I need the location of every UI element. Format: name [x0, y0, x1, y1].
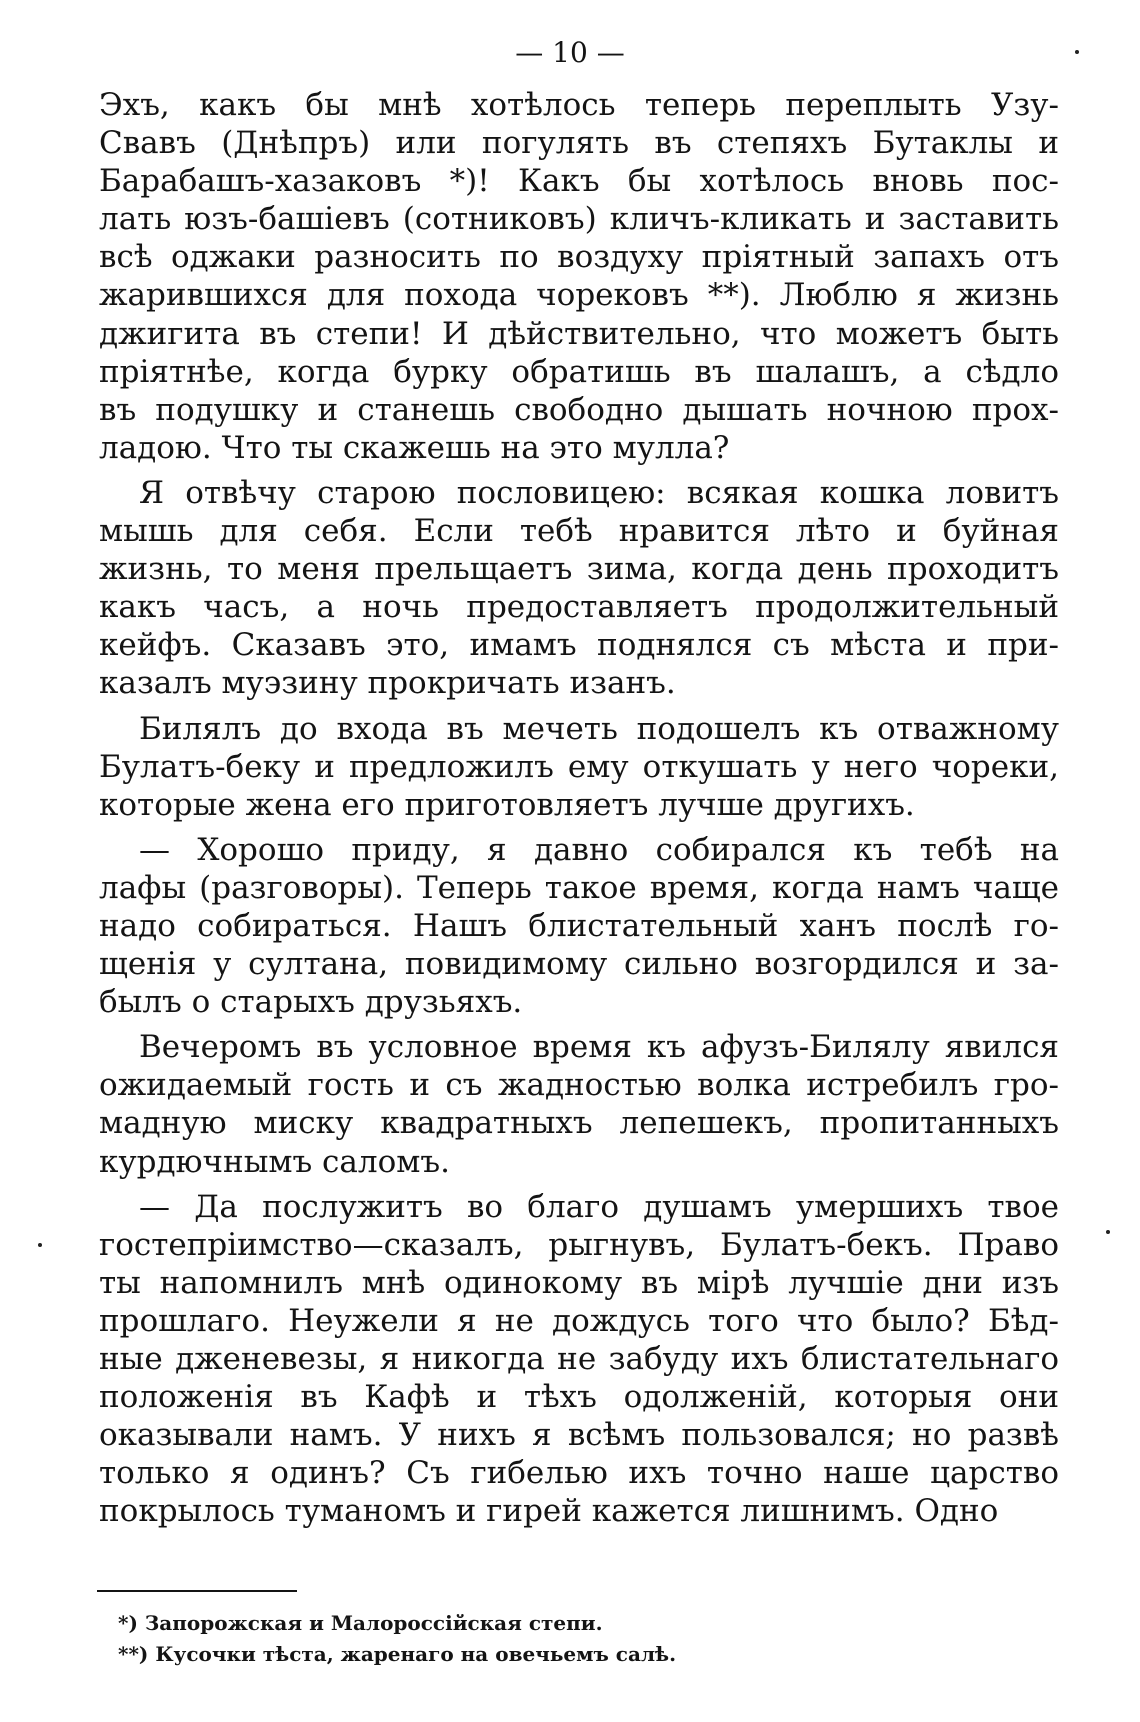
- page-number: — 10 —: [515, 36, 625, 69]
- text-line: Барабашъ-хазаковъ *)! Какъ бы хотѣлось вновь пос-: [99, 163, 1059, 200]
- footnote-1: *) Запорожская и Малороссійская степи.: [118, 1611, 603, 1635]
- text-line: курдючнымъ саломъ.: [99, 1143, 450, 1180]
- text-line: положенія въ Кафѣ и тѣхъ одолженій, которыя они: [99, 1379, 1059, 1416]
- print-speck: [1075, 50, 1079, 54]
- body-text: [99, 86, 1059, 1537]
- text-line: гостепріимство—сказалъ, рыгнувъ, Булатъ-бекъ. Право: [99, 1226, 1059, 1263]
- text-line: — Хорошо приду, я давно собирался къ тебѣ на: [139, 831, 1059, 868]
- paragraph: [99, 831, 1059, 1021]
- footnote-2: **) Кусочки тѣста, жаренаго на овечьемъ салѣ.: [118, 1642, 677, 1666]
- text-line: Булатъ-беку и предложилъ ему откушать у него чореки,: [99, 748, 1059, 785]
- paragraph: [99, 86, 1059, 467]
- text-line: прошлаго. Неужели я не дождусь того что было? Бѣд-: [99, 1302, 1059, 1339]
- text-line: ожидаемый гость и съ жадностью волка истребилъ гро-: [99, 1067, 1059, 1104]
- text-line: джигита въ степи! И дѣйствительно, что можетъ быть: [99, 315, 1059, 352]
- text-line: пріятнѣе, когда бурку обратишь въ шалашъ, а сѣдло: [99, 353, 1059, 390]
- text-line: какъ часъ, а ночь предоставляетъ продолжительный: [99, 589, 1059, 626]
- text-line: Я отвѣчу старою пословицею: всякая кошка ловитъ: [139, 474, 1059, 511]
- text-line: казалъ муэзину прокричать изанъ.: [99, 665, 676, 702]
- text-line: щенія у султана, повидимому сильно возгордился и за-: [99, 946, 1059, 983]
- text-line: Эхъ, какъ бы мнѣ хотѣлось теперь переплыть Узу-: [99, 87, 1059, 123]
- text-line: ладою. Что ты скажешь на это мулла?: [99, 429, 730, 466]
- footnote-divider: [97, 1590, 297, 1592]
- text-line: всѣ оджаки разносить по воздуху пріятный запахъ отъ: [99, 239, 1059, 276]
- text-line: Вечеромъ въ условное время къ афузъ-Билялу явился: [139, 1029, 1059, 1066]
- text-line: кейфъ. Сказавъ это, имамъ поднялся съ мѣста и при-: [99, 627, 1059, 664]
- paragraph: [99, 474, 1059, 703]
- text-line: мадную миску квадратныхъ лепешекъ, пропитанныхъ: [99, 1105, 1059, 1142]
- text-line: надо собираться. Нашъ блистательный ханъ послѣ го-: [99, 907, 1059, 944]
- text-line: лафы (разговоры). Теперь такое время, когда намъ чаще: [99, 869, 1059, 906]
- footnotes: [118, 1608, 1018, 1670]
- paragraph: [99, 1188, 1059, 1531]
- text-line: которые жена его приготовляетъ лучше другихъ.: [99, 786, 915, 823]
- text-line: въ подушку и станешь свободно дышать ночною прох-: [99, 391, 1059, 428]
- text-line: былъ о старыхъ друзьяхъ.: [99, 984, 523, 1021]
- text-line: только я одинъ? Съ гибелью ихъ точно наше царство: [99, 1455, 1059, 1492]
- text-line: жизнь, то меня прельщаетъ зима, когда день проходитъ: [99, 551, 1059, 588]
- text-line: Билялъ до входа въ мечеть подошелъ къ отважному: [139, 710, 1059, 747]
- print-speck: [38, 1243, 42, 1247]
- text-line: покрылось туманомъ и гирей кажется лишнимъ. Одно: [99, 1493, 999, 1530]
- text-line: жарившихся для похода чорековъ **). Люблю я жизнь: [99, 277, 1059, 314]
- text-line: лать юзъ-башіевъ (сотниковъ) кличъ-кликать и заставить: [99, 201, 1059, 238]
- text-line: ты напомнилъ мнѣ одинокому въ мірѣ лучшіе дни изъ: [99, 1264, 1059, 1301]
- print-speck: [1106, 1230, 1110, 1234]
- paragraph: [99, 710, 1059, 824]
- text-line: мышь для себя. Если тебѣ нравится лѣто и буйная: [99, 513, 1059, 550]
- text-line: — Да послужитъ во благо душамъ умершихъ твое: [139, 1188, 1059, 1225]
- text-line: ные дженевезы, я никогда не забуду ихъ блистательнаго: [99, 1341, 1059, 1377]
- paragraph: [99, 1028, 1059, 1180]
- text-line: оказывали намъ. У нихъ я всѣмъ пользовался; но развѣ: [99, 1417, 1059, 1454]
- text-line: Свавъ (Днѣпръ) или погулять въ степяхъ Бутаклы и: [99, 125, 1059, 162]
